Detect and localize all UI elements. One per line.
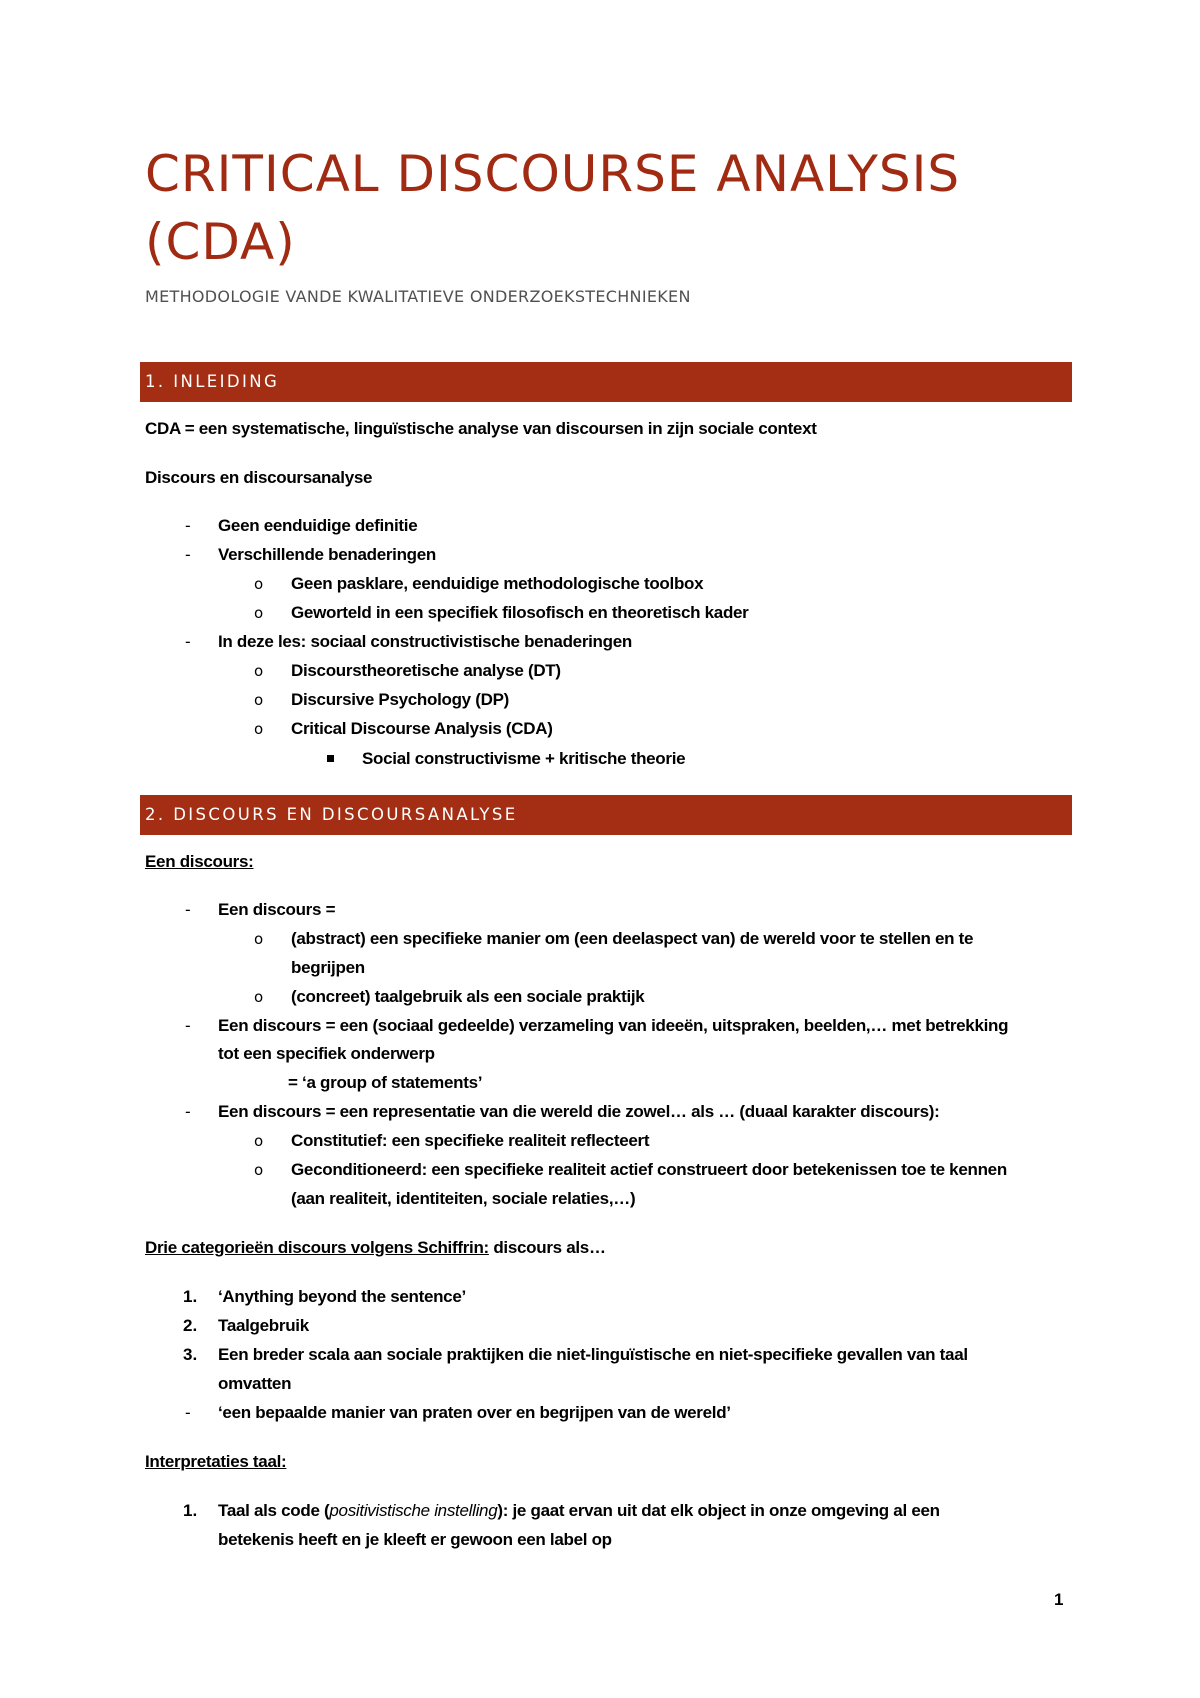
bullet-circle: o: [254, 930, 264, 948]
list-item: Discursive Psychology (DP): [291, 690, 509, 709]
list-item: Een discours =: [218, 900, 336, 919]
list-item-continuation: (aan realiteit, identiteiten, sociale relaties,…): [291, 1189, 636, 1208]
bullet-circle: o: [254, 604, 264, 622]
list-item: Geworteld in een specifiek filosofisch en theoretisch kader: [291, 603, 749, 622]
bullet-circle: o: [254, 988, 264, 1006]
interp-lead: Taal als code (: [218, 1501, 330, 1520]
bullet-dash: -: [185, 1016, 191, 1035]
subheading-discours: Discours en discoursanalyse: [145, 468, 373, 487]
section-heading-inleiding: 1. INLEIDING: [140, 362, 1072, 402]
bullet-square-icon: [327, 755, 334, 762]
cda-definition: CDA = een systematische, linguïstische analyse van discoursen in zijn sociale context: [145, 419, 817, 438]
list-item: Een discours = een representatie van die wereld die zowel… als … (duaal karakter discours):: [218, 1102, 940, 1121]
numbered-item-continuation: betekenis heeft en je kleeft er gewoon een label op: [218, 1530, 612, 1549]
bullet-dash: -: [185, 516, 191, 535]
list-item: Geen eenduidige definitie: [218, 516, 418, 535]
list-item: In deze les: sociaal constructivistische benaderingen: [218, 632, 632, 651]
subheading-schiffrin-underlined: Drie categorieën discours volgens Schiffrin:: [145, 1238, 489, 1257]
list-item: Verschillende benaderingen: [218, 545, 436, 564]
list-item: Constitutief: een specifieke realiteit reflecteert: [291, 1131, 650, 1150]
numbered-item: Taalgebruik: [218, 1316, 309, 1335]
list-item: (concreet) taalgebruik als een sociale praktijk: [291, 987, 645, 1006]
bullet-dash: -: [185, 545, 191, 564]
subheading-schiffrin-rest: discours als…: [488, 1238, 606, 1257]
list-item: Een discours = een (sociaal gedeelde) verzameling van ideeën, uitspraken, beelden,… met betrekking: [218, 1016, 1009, 1035]
list-item: Social constructivisme + kritische theorie: [362, 749, 686, 768]
list-number: 3.: [183, 1345, 198, 1364]
numbered-item-continuation: omvatten: [218, 1374, 292, 1393]
page-number: 1: [1054, 1590, 1064, 1609]
list-item: ‘een bepaalde manier van praten over en begrijpen van de wereld’: [218, 1403, 731, 1422]
list-item-continuation: begrijpen: [291, 958, 365, 977]
list-item-continuation: tot een specifiek onderwerp: [218, 1044, 435, 1063]
numbered-item: Een breder scala aan sociale praktijken die niet-linguïstische en niet-specifieke gevallen van taal: [218, 1345, 968, 1364]
section-heading-discours: 2. DISCOURS EN DISCOURSANALYSE: [140, 795, 1072, 835]
list-number: 1.: [183, 1287, 198, 1306]
list-item: Geconditioneerd: een specifieke realiteit actief construeert door betekenissen toe te kennen: [291, 1160, 1007, 1179]
list-number: 2.: [183, 1316, 198, 1335]
list-item: Critical Discourse Analysis (CDA): [291, 719, 553, 738]
list-item: Discourstheoretische analyse (DT): [291, 661, 561, 680]
bullet-circle: o: [254, 575, 264, 593]
bullet-circle: o: [254, 1161, 264, 1179]
subheading-interpretaties: Interpretaties taal:: [145, 1452, 287, 1471]
bullet-dash: -: [185, 1403, 191, 1422]
list-item-note: = ‘a group of statements’: [288, 1073, 483, 1092]
subheading-schiffrin: [145, 1237, 606, 1259]
bullet-circle: o: [254, 720, 264, 738]
list-number: 1.: [183, 1501, 198, 1520]
document-subtitle: METHODOLOGIE VANDE KWALITATIEVE ONDERZOEKSTECHNIEKEN: [145, 287, 691, 306]
numbered-item: [218, 1500, 940, 1522]
bullet-dash: -: [185, 1102, 191, 1121]
bullet-circle: o: [254, 691, 264, 709]
bullet-dash: -: [185, 900, 191, 919]
interp-rest: ): je gaat ervan uit dat elk object in onze omgeving al een: [497, 1501, 940, 1520]
list-item: (abstract) een specifieke manier om (een deelaspect van) de wereld voor te stellen en te: [291, 929, 974, 948]
numbered-item: ‘Anything beyond the sentence’: [218, 1287, 466, 1306]
bullet-dash: -: [185, 632, 191, 651]
subheading-een-discours: Een discours:: [145, 852, 254, 871]
bullet-circle: o: [254, 1132, 264, 1150]
bullet-circle: o: [254, 662, 264, 680]
interp-italic: positivistische instelling: [329, 1501, 498, 1520]
document-title: CRITICAL DISCOURSE ANALYSIS (CDA): [145, 145, 961, 271]
list-item: Geen pasklare, eenduidige methodologische toolbox: [291, 574, 704, 593]
